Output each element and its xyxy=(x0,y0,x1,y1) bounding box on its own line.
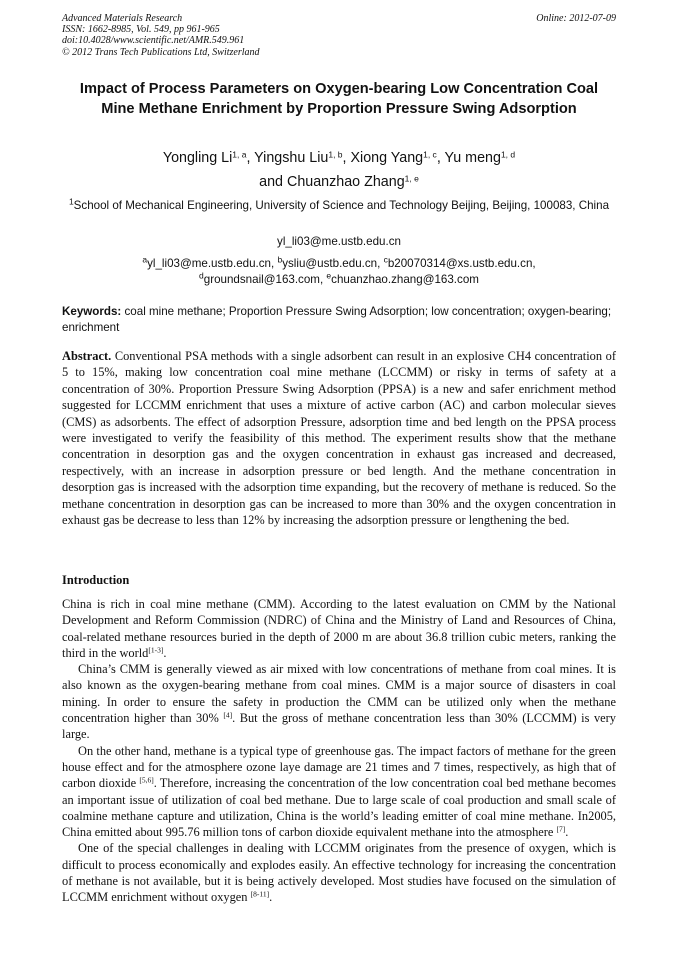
email-link: chuanzhao.zhang@163.com xyxy=(331,272,479,286)
keywords-label: Keywords: xyxy=(62,305,122,318)
author-list xyxy=(62,146,616,194)
email-link: yl_li03@me.ustb.edu.cn xyxy=(147,257,272,270)
affiliation xyxy=(62,198,616,214)
email-link: b20070314@xs.ustb.edu.cn xyxy=(387,257,533,270)
abstract-label: Abstract. xyxy=(62,349,112,363)
author-superscript: 1, e xyxy=(404,173,419,184)
citation: [1-3] xyxy=(148,645,164,655)
email-separator: , xyxy=(271,257,278,270)
email-superscript: a xyxy=(142,254,148,265)
email-line-2 xyxy=(62,269,616,288)
email-separator: , xyxy=(377,257,384,270)
citation: [4] xyxy=(223,710,233,720)
author-name: Yingshu Liu xyxy=(254,150,329,166)
author-line-1 xyxy=(62,146,616,170)
copyright-line: © 2012 Trans Tech Publications Ltd, Switzerland xyxy=(62,46,260,58)
abstract-text: Conventional PSA methods with a single adsorbent can result in an explosive CH4 concentration of 5 to 15%, making low concentration coal mine methane (LCCMM) or risky in terms of safety at a concentration of 30%. Proportion Pressure Swing Adsorption (PPSA) is a new and safer enrichment method suggested for LCCMM enrichment that uses a mixture of active carbon (AC) and carbon molecular sieves (CMS) as adsorbents. The effect of adsorption Pressure, adsorption time and bed length on the PPSA process were investigated to verify the feasibility of this method. The experiment results show that the methane concentration in desorption gas and the oxygen concentration in exhaust gas increased and decreased, respectively, with an increase in adsorption pressure or bed length. And the methane concentration in desorption gas is increased with the adsorption time expanding, but the recovery of methane is reduced. So the methane concentration in desorption gas can be increased to more than 30% and the oxygen concentration in exhaust gas be decrease to less than 12% by increasing the adsorption pressure or lengthening the bed. xyxy=(62,349,616,528)
paragraph-tail: . But the gross of methane concentration less than 30% (LCCMM) is very large. xyxy=(62,711,616,742)
author-superscript: 1, b xyxy=(328,149,343,160)
author-and: and xyxy=(259,174,284,190)
email-superscript: d xyxy=(199,269,204,280)
contact-email: yl_li03@me.ustb.edu.cn xyxy=(277,235,401,248)
abstract xyxy=(62,348,616,528)
journal-name: Advanced Materials Research xyxy=(62,13,183,24)
email-line-1 xyxy=(62,256,616,272)
email-separator: , xyxy=(532,257,536,270)
author-superscript: 1, c xyxy=(423,149,437,160)
keywords xyxy=(62,304,616,335)
paper-title: Impact of Process Parameters on Oxygen-bearing Low Concentration Coal Mine Methane Enrichment by Proportion Pressure Swing Adsorption xyxy=(79,81,599,117)
paragraph-text: One of the special challenges in dealing with LCCMM originates from the presence of oxygen, which is difficult to process economically and explodes easily. An effective technology for increasing the concentration of methane is not available, but it is being actively developed. Most studies have focused on the simulation of LCCMM enrichment without oxygen xyxy=(62,841,616,905)
online-date: Online: 2012-07-09 xyxy=(536,13,616,24)
paragraph xyxy=(62,661,616,742)
author-line-2 xyxy=(62,170,616,194)
paragraph xyxy=(62,840,616,905)
author-emails xyxy=(62,256,616,287)
journal-header xyxy=(62,13,616,58)
paragraph-text: China is rich in coal mine methane (CMM). According to the latest evaluation on CMM by the National Development and Reform Commission (NDRC) of China and the Ministry of Land and Resources of China, coal-related methane resources buried in the depth of 2000 m are about 36.8 trillion cubic meters, ranking the third in the world xyxy=(62,597,616,660)
issn-line: ISSN: 1662-8985, Vol. 549, pp 961-965 xyxy=(62,24,220,36)
email-superscript: b xyxy=(277,254,283,265)
keywords-text: coal mine methane; Proportion Pressure Swing Adsorption; low concentration; oxygen-bearing; enrichment xyxy=(62,305,612,334)
citation: [8-11] xyxy=(250,889,270,899)
author-separator: , xyxy=(342,150,351,166)
paragraph-text: China’s CMM is generally viewed as air mixed with low concentrations of methane from coal mines. It is also known as the oxygen-bearing methane from coal mines. CMM is a major source of disasters in coal mining. In order to ensure the safety in production the CMM can be utilized only when the methane concentration higher than 30% xyxy=(62,662,616,726)
citation: [5,6] xyxy=(139,775,154,785)
doi-line: doi:10.4028/www.scientific.net/AMR.549.961 xyxy=(62,35,245,47)
email-superscript: c xyxy=(383,254,388,265)
section-heading-introduction: Introduction xyxy=(62,573,130,587)
author-separator: , xyxy=(246,150,255,166)
author-name: Chuanzhao Zhang xyxy=(287,174,405,190)
author-name: Yu meng xyxy=(444,150,501,166)
email-separator: , xyxy=(319,272,327,286)
paragraph-text: On the other hand, methane is a typical type of greenhouse gas. The impact factors of methane for the green house effect and for the atmosphere ozone laye damage are 21 times and 7 times, respectively, as high that of carbon dioxide xyxy=(62,743,616,791)
paragraph-tail: . xyxy=(163,645,167,660)
paragraph-tail: . xyxy=(565,825,569,840)
affiliation-superscript: 1 xyxy=(68,196,74,207)
citation: [7] xyxy=(556,824,566,834)
paragraph xyxy=(62,596,616,661)
paragraph-tail: . Therefore, increasing the concentration of the low concentration coal bed methane becomes an important issue of utilization of coal bed methane. Due to large scale of coal production and small scale of coalmine methane capture and utilization, China is the world’s leading emitter of coal mine methane. In2005, China emitted about 995.76 million tons of carbon dioxide equivalent methane into the atmosphere xyxy=(62,776,616,840)
email-link: ysliu@ustb.edu.cn xyxy=(282,257,378,270)
email-superscript: e xyxy=(326,269,332,280)
author-superscript: 1, a xyxy=(232,149,247,160)
author-name: Xiong Yang xyxy=(350,150,424,166)
paragraph xyxy=(62,743,616,841)
paragraph-tail: . xyxy=(269,890,273,905)
email-link: groundsnail@163.com xyxy=(203,272,320,286)
affiliation-text: School of Mechanical Engineering, University of Science and Technology Beijing, Beijing, 100083, China xyxy=(73,199,610,212)
introduction-body xyxy=(62,596,616,906)
author-name: Yongling Li xyxy=(162,150,233,166)
author-separator: , xyxy=(436,150,445,166)
author-superscript: 1, d xyxy=(500,149,516,160)
